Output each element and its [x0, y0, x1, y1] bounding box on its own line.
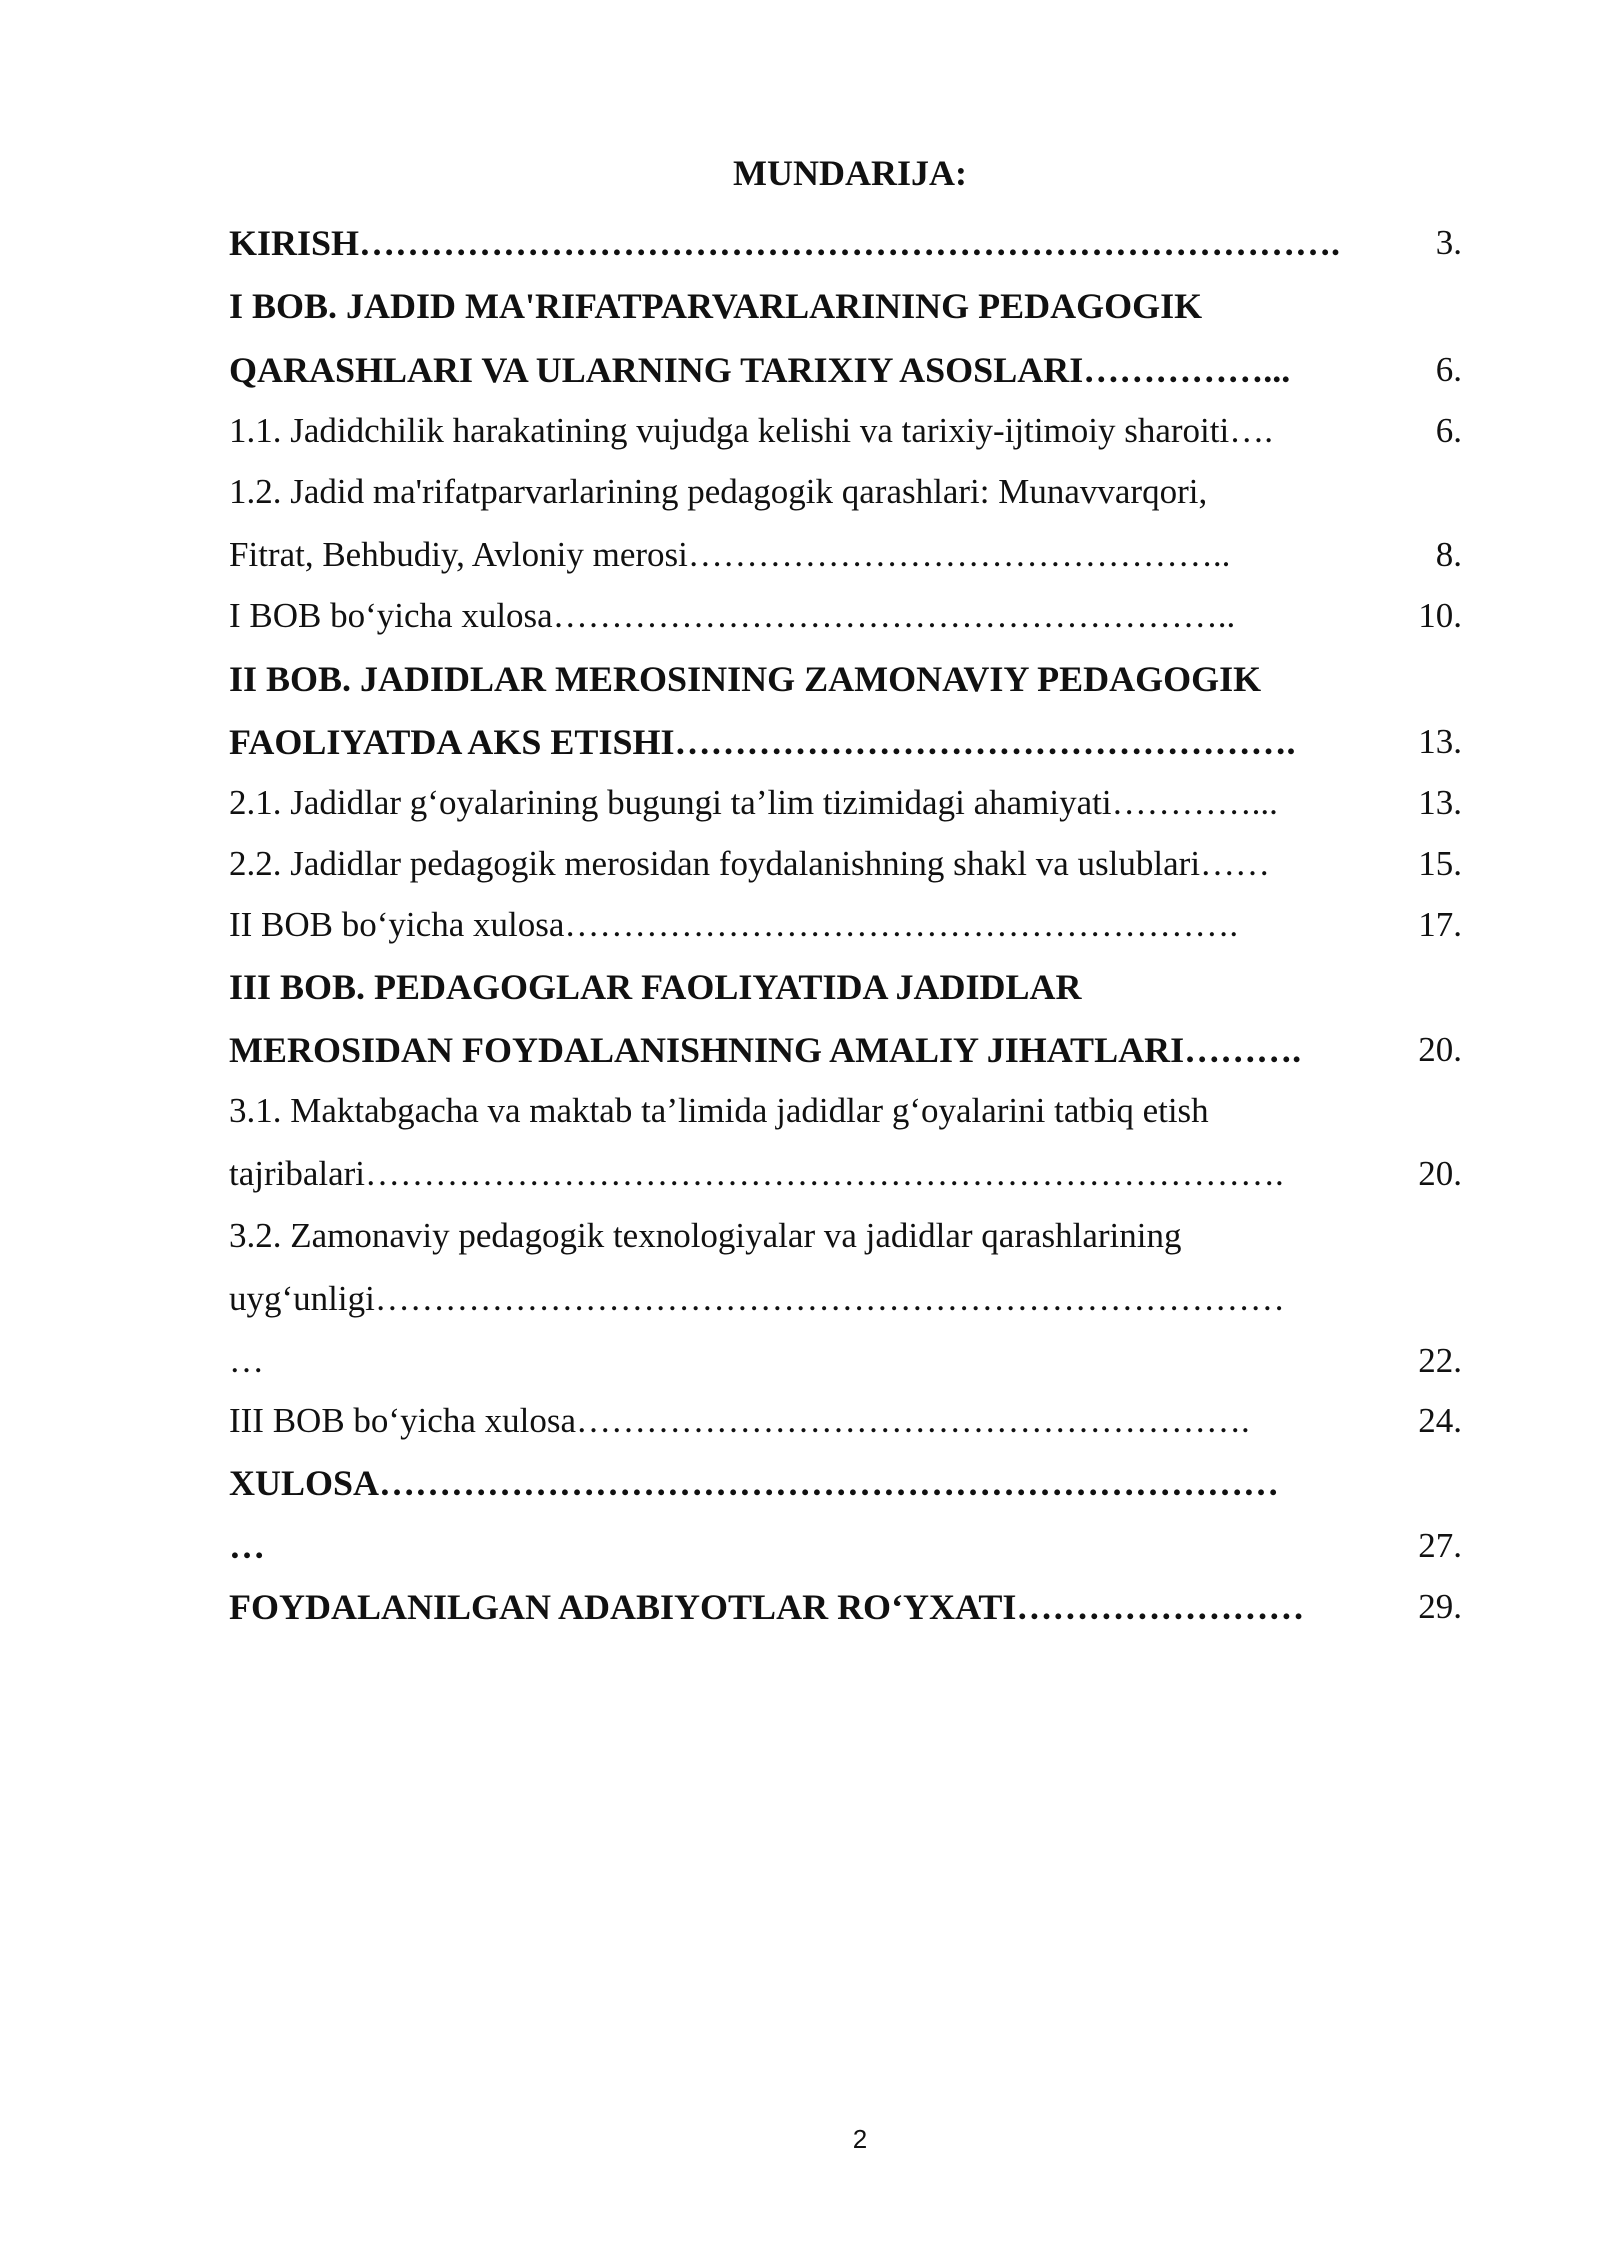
toc-entry-text[interactable]: I BOB. JADID MA'RIFATPARVARLARINING PEDAGOGIK	[229, 286, 1203, 326]
toc-entry-page: 10.	[1418, 596, 1462, 635]
toc-entry-page: 20.	[1418, 1030, 1462, 1069]
toc-entry-text[interactable]: II BOB. JADIDLAR MEROSINING ZAMONAVIY PEDAGOGIK	[229, 659, 1262, 699]
toc-entry-text[interactable]: QARASHLARI VA ULARNING TARIXIY ASOSLARI……………...	[229, 350, 1291, 390]
toc-entry-page: 3.	[1435, 223, 1462, 262]
toc-entry-page: 24.	[1418, 1401, 1462, 1440]
toc-entry-page: 22.	[1418, 1341, 1462, 1380]
toc-entry-page: 6.	[1435, 350, 1462, 389]
toc-entry-text[interactable]: tajribalari…………………………………………………………………….	[229, 1154, 1284, 1193]
toc-entry-text[interactable]: Fitrat, Behbudiy, Avloniy merosi………………………………………..	[229, 535, 1231, 574]
toc-heading: MUNDARIJA:	[733, 153, 967, 193]
toc-entry-page: 13.	[1418, 722, 1462, 761]
toc-entry-text[interactable]: III BOB. PEDAGOGLAR FAOLIYATIDA JADIDLAR	[229, 967, 1082, 1007]
toc-entry-page: 13.	[1418, 783, 1462, 822]
toc-entry-page: 8.	[1435, 535, 1462, 574]
toc-entry-text[interactable]: 2.1. Jadidlar g‘oyalarining bugungi ta’lim tizimidagi ahamiyati…………...	[229, 783, 1278, 822]
toc-entry-text[interactable]: 2.2. Jadidlar pedagogik merosidan foydalanishning shakl va uslublari……	[229, 844, 1271, 883]
toc-entry-text[interactable]: II BOB bo‘yicha xulosa………………………………………………….	[229, 905, 1239, 944]
toc-entry-text[interactable]: …	[229, 1526, 265, 1566]
toc-entry-page: 20.	[1418, 1154, 1462, 1193]
page-number: 2	[852, 2124, 868, 2154]
toc-entry-text[interactable]: 1.2. Jadid ma'rifatparvarlarining pedagogik qarashlari: Munavvarqori,	[229, 472, 1208, 511]
toc-entry-page: 17.	[1418, 905, 1462, 944]
toc-entry-text[interactable]: I BOB bo‘yicha xulosa…………………………………………………..	[229, 596, 1236, 635]
toc-entry-text[interactable]: …	[229, 1341, 264, 1380]
toc-entry-text[interactable]: 3.1. Maktabgacha va maktab ta’limida jadidlar g‘oyalarini tatbiq etish	[229, 1091, 1209, 1130]
toc-entry-page: 27.	[1418, 1526, 1462, 1565]
toc-entry-text[interactable]: III BOB bo‘yicha xulosa………………………………………………….	[229, 1401, 1250, 1440]
toc-entry-text[interactable]: uyg‘unligi……………………………………………………………………	[229, 1279, 1285, 1318]
toc-entry-text[interactable]: FOYDALANILGAN ADABIYOTLAR RO‘YXATI……………………	[229, 1587, 1305, 1627]
toc-entry-text[interactable]: FAOLIYATDA AKS ETISHI…………………………………………….	[229, 722, 1296, 762]
toc-entry-page: 6.	[1435, 411, 1462, 450]
toc-entry-text[interactable]: KIRISH……………………………………………………………………….	[229, 223, 1341, 263]
toc-entry-page: 29.	[1418, 1587, 1462, 1626]
toc-entry-text[interactable]: 1.1. Jadidchilik harakatining vujudga kelishi va tarixiy-ijtimoiy sharoiti….	[229, 411, 1273, 450]
toc-entry-text[interactable]: MEROSIDAN FOYDALANISHNING AMALIY JIHATLARI……….	[229, 1030, 1302, 1070]
toc-entry-text[interactable]: XULOSA…………………………………………………………………	[229, 1463, 1280, 1503]
toc-entry-page: 15.	[1418, 844, 1462, 883]
toc-entry-text[interactable]: 3.2. Zamonaviy pedagogik texnologiyalar va jadidlar qarashlarining	[229, 1216, 1182, 1255]
